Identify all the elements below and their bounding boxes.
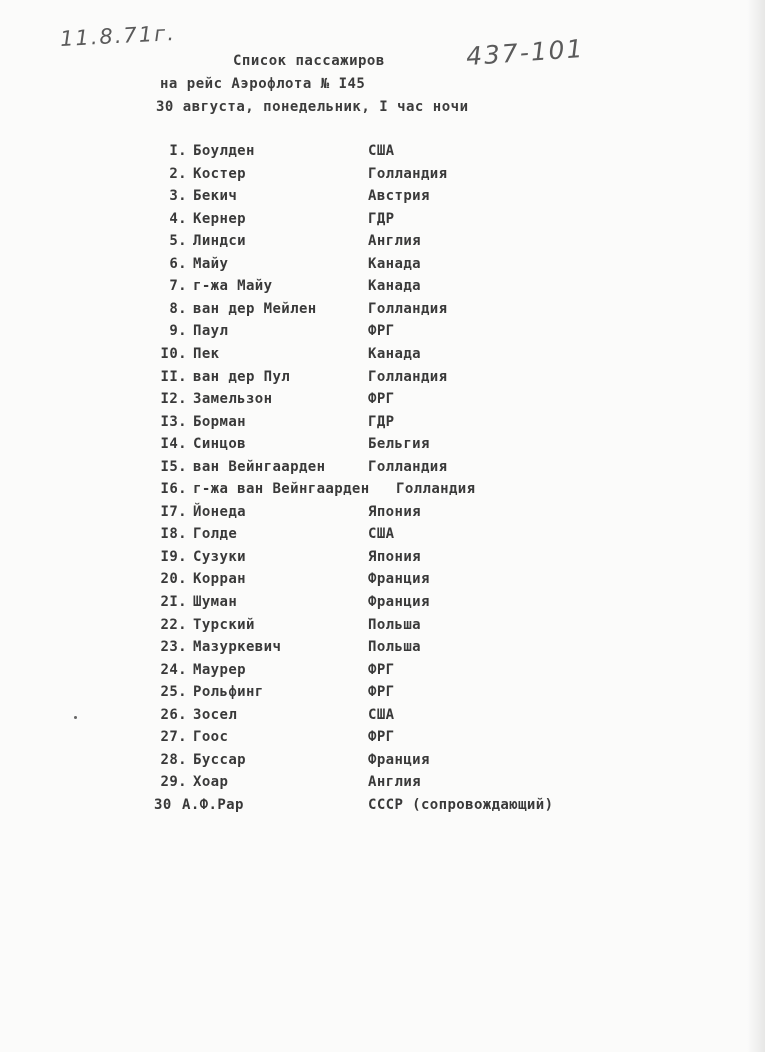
passenger-number: I. bbox=[169, 143, 187, 159]
passenger-name: Йонеда bbox=[193, 503, 246, 520]
passenger-number: 30 bbox=[154, 796, 172, 813]
passenger-country: США bbox=[368, 526, 395, 543]
passenger-country: ФРГ bbox=[368, 729, 395, 746]
passenger-number: I3. bbox=[160, 413, 187, 430]
passenger-name: Линдси bbox=[193, 233, 246, 250]
passenger-country: Австрия bbox=[368, 188, 430, 205]
passenger-country: Франция bbox=[368, 751, 430, 768]
passenger-name: Рольфинг bbox=[193, 684, 264, 701]
passenger-number: 29. bbox=[160, 774, 187, 791]
passenger-country: Канада bbox=[368, 278, 421, 295]
passenger-country: Голландия bbox=[368, 458, 448, 475]
passenger-name: Корран bbox=[193, 571, 246, 588]
passenger-number: I0. bbox=[160, 345, 187, 362]
passenger-number: 2. bbox=[169, 165, 187, 182]
passenger-country: Канада bbox=[368, 255, 421, 272]
passenger-country: Голландия bbox=[396, 481, 476, 498]
passenger-country: ФРГ bbox=[368, 661, 395, 678]
passenger-country: Польша bbox=[368, 616, 421, 633]
passenger-name: А.Ф.Рар bbox=[182, 796, 244, 813]
passenger-country: Англия bbox=[368, 774, 421, 791]
passenger-number: I5. bbox=[160, 458, 187, 475]
stray-mark bbox=[74, 716, 77, 719]
passenger-number: 2I. bbox=[160, 594, 187, 610]
passenger-number: 24. bbox=[160, 661, 187, 678]
passenger-country: Япония bbox=[368, 503, 421, 520]
passenger-name: Боулден bbox=[193, 143, 255, 159]
passenger-name: Сузуки bbox=[193, 548, 246, 565]
passenger-number: 26. bbox=[160, 706, 187, 723]
passenger-number: 22. bbox=[160, 616, 187, 633]
handwritten-doc-number: 437-101 bbox=[465, 33, 586, 72]
handwritten-date: 11.8.71г. bbox=[59, 20, 177, 52]
passenger-number: 5. bbox=[169, 233, 187, 250]
passenger-name: Замельзон bbox=[193, 391, 273, 408]
passenger-name: Голде bbox=[193, 526, 238, 543]
passenger-country: ГДР bbox=[368, 413, 395, 430]
header-title: Список пассажиров bbox=[233, 53, 385, 69]
passenger-name: ван Вейнгаарден bbox=[193, 458, 326, 475]
passenger-number: 6. bbox=[169, 255, 187, 272]
passenger-country: Голландия bbox=[368, 165, 448, 182]
passenger-country: США bbox=[368, 706, 395, 723]
passenger-country: Бельгия bbox=[368, 436, 430, 453]
passenger-country: Франция bbox=[368, 594, 430, 610]
passenger-number: 23. bbox=[160, 639, 187, 656]
passenger-number: 8. bbox=[169, 300, 187, 317]
passenger-name: Хоар bbox=[193, 774, 229, 791]
passenger-number: II. bbox=[160, 368, 187, 385]
passenger-number: I2. bbox=[160, 391, 187, 408]
passenger-name: Паул bbox=[193, 323, 229, 340]
passenger-country: ФРГ bbox=[368, 684, 395, 701]
passenger-name: г-жа Майу bbox=[193, 278, 273, 295]
passenger-number: I8. bbox=[160, 526, 187, 543]
passenger-name: ван дер Мейлен bbox=[193, 300, 317, 317]
passenger-name: Майу bbox=[193, 255, 229, 272]
passenger-number: I7. bbox=[160, 503, 187, 520]
passenger-name: Турский bbox=[193, 616, 255, 633]
passenger-name: Маурер bbox=[193, 661, 246, 678]
passenger-country: Голландия bbox=[368, 300, 448, 317]
passenger-number: 4. bbox=[169, 210, 187, 227]
passenger-name: Кернер bbox=[193, 210, 246, 227]
passenger-country: ГДР bbox=[368, 210, 395, 227]
passenger-number: 28. bbox=[160, 751, 187, 768]
passenger-number: 27. bbox=[160, 729, 187, 746]
passenger-name: Буссар bbox=[193, 751, 246, 768]
passenger-number: I9. bbox=[160, 548, 187, 565]
passenger-number: 3. bbox=[169, 188, 187, 205]
passenger-number: I6. bbox=[160, 481, 187, 498]
passenger-number: 25. bbox=[160, 684, 187, 701]
passenger-country: ФРГ bbox=[368, 323, 395, 340]
passenger-country: Франция bbox=[368, 571, 430, 588]
passenger-country: СССР (сопровождающий) bbox=[368, 796, 554, 813]
header-date-time: 30 августа, понедельник, I час ночи bbox=[156, 99, 469, 115]
passenger-number: 9. bbox=[169, 323, 187, 340]
header-flight: на рейс Аэрофлота № I45 bbox=[160, 76, 366, 92]
passenger-country: Япония bbox=[368, 548, 421, 565]
passenger-country: Канада bbox=[368, 345, 421, 362]
passenger-country: Голландия bbox=[368, 368, 448, 385]
passenger-number: 7. bbox=[169, 278, 187, 295]
passenger-name: Костер bbox=[193, 165, 246, 182]
passenger-name: Мазуркевич bbox=[193, 639, 282, 656]
passenger-name: Бекич bbox=[193, 188, 238, 205]
passenger-name: Пек bbox=[193, 345, 220, 362]
passenger-name: Зосел bbox=[193, 706, 238, 723]
passenger-number: I4. bbox=[160, 436, 187, 453]
passenger-number: 20. bbox=[160, 571, 187, 588]
passenger-name: Борман bbox=[193, 413, 246, 430]
passenger-country: Англия bbox=[368, 233, 421, 250]
passenger-name: Гоос bbox=[193, 729, 229, 746]
page-edge-shadow bbox=[747, 0, 765, 1052]
passenger-country: США bbox=[368, 143, 395, 159]
passenger-name: Синцов bbox=[193, 436, 246, 453]
passenger-name: ван дер Пул bbox=[193, 368, 291, 385]
passenger-name: г-жа ван Вейнгаарден bbox=[193, 481, 370, 498]
passenger-country: ФРГ bbox=[368, 391, 395, 408]
passenger-country: Польша bbox=[368, 639, 421, 656]
passenger-name: Шуман bbox=[193, 594, 238, 610]
